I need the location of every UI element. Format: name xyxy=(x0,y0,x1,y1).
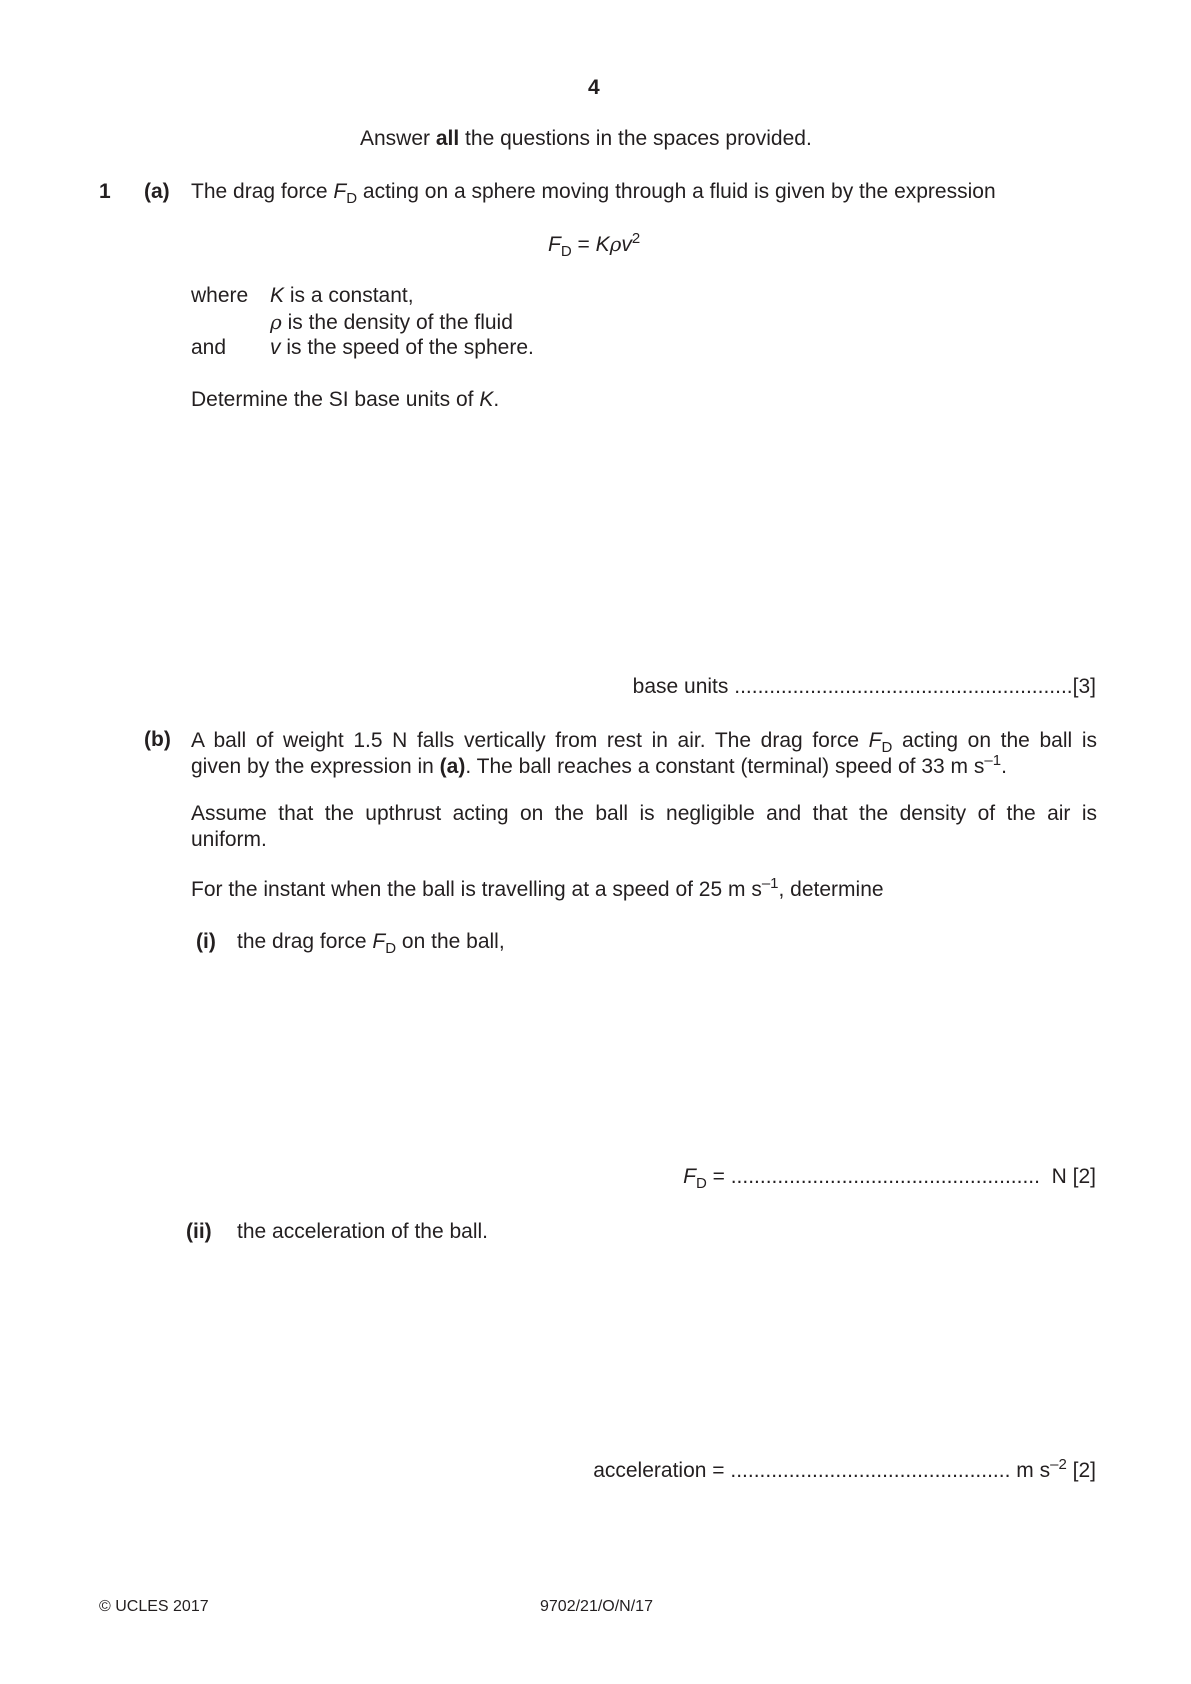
part-a-text xyxy=(191,180,996,207)
drag-force-answer-field[interactable]: ..................................................... xyxy=(730,1165,1040,1188)
part-b-F-symbol: F xyxy=(868,729,882,752)
part-b-ii-label: (ii) xyxy=(186,1220,212,1243)
base-units-label: base units xyxy=(632,675,735,698)
part-b-line-2-ref: (a) xyxy=(439,755,466,778)
instruction-bold: all xyxy=(435,127,460,150)
part-b-i-label: (i) xyxy=(196,930,216,953)
definition-v-symbol: v xyxy=(270,336,281,359)
base-units-answer-field[interactable]: .......................................................... xyxy=(734,675,1073,698)
definition-K-symbol: K xyxy=(270,284,285,307)
part-b-i-D-subscript: D xyxy=(385,940,397,957)
part-b-i-F-symbol: F xyxy=(372,930,386,953)
part-b-text xyxy=(191,728,1097,780)
equation-rho: ρ xyxy=(609,232,622,256)
footer-copyright: © UCLES 2017 xyxy=(99,1598,209,1615)
drag-force-unit: N xyxy=(1051,1165,1067,1188)
part-b-line-1 xyxy=(191,728,1097,754)
part-b-i-text-pre: the drag force xyxy=(237,930,373,953)
equation-K: K xyxy=(595,233,610,256)
part-a-D-subscript: D xyxy=(346,190,358,207)
part-b-line-1-post: acting on the ball is xyxy=(892,729,1097,752)
part-b-ii-text: the acceleration of the ball. xyxy=(237,1220,488,1243)
instruction-post: the questions in the spaces provided. xyxy=(459,127,812,150)
question-number: 1 xyxy=(99,180,111,203)
definition-v-text: is the speed of the sphere. xyxy=(280,336,534,359)
part-b-i-answer-line xyxy=(683,1165,1096,1192)
assume-text xyxy=(191,801,1097,853)
definition-K xyxy=(270,284,414,308)
drag-force-answer-equals: = xyxy=(706,1165,731,1188)
equation-v: v xyxy=(621,233,632,256)
part-b-i-marks: [2] xyxy=(1072,1165,1096,1188)
part-a-task xyxy=(191,388,499,412)
equation-D-subscript: D xyxy=(560,243,572,260)
acceleration-label: acceleration = xyxy=(593,1459,731,1482)
part-b-ii-marks: [2] xyxy=(1072,1459,1096,1482)
part-b-i-text xyxy=(237,930,505,957)
instant-text xyxy=(191,875,884,902)
equation-equals: = xyxy=(571,233,596,256)
part-a-text-pre: The drag force xyxy=(191,180,334,203)
part-b-ii-answer-line xyxy=(593,1456,1096,1483)
definition-rho-symbol: ρ xyxy=(270,310,282,334)
instant-text-pre: For the instant when the ball is travelling at a speed of 25 m s xyxy=(191,878,762,901)
instruction xyxy=(360,127,812,151)
and-label: and xyxy=(191,336,227,359)
part-b-line-2-exponent: –1 xyxy=(984,752,1002,769)
part-a-answer-line xyxy=(633,675,1096,699)
drag-force-answer-D: D xyxy=(695,1175,707,1192)
part-a-F-symbol: F xyxy=(333,180,347,203)
part-b-line-2-pre: given by the expression in xyxy=(191,755,440,778)
part-a-task-post: . xyxy=(493,388,500,411)
instant-text-post: , determine xyxy=(778,878,884,901)
acceleration-unit: m s xyxy=(1016,1459,1051,1482)
equation-F: F xyxy=(548,233,561,256)
drag-force-answer-F: F xyxy=(683,1165,696,1188)
footer-code: 9702/21/O/N/17 xyxy=(540,1598,653,1615)
assume-line-2: uniform. xyxy=(191,828,267,851)
instruction-pre: Answer xyxy=(360,127,436,150)
page-number: 4 xyxy=(588,76,600,99)
part-b-line-2 xyxy=(191,754,1097,780)
acceleration-answer-field[interactable]: ................................................ xyxy=(730,1459,1011,1482)
definition-v xyxy=(270,336,534,360)
part-b-line-1-pre: A ball of weight 1.5 N falls vertically from rest in air. The drag force xyxy=(191,729,869,752)
part-a-label: (a) xyxy=(144,180,170,203)
part-a-task-symbol: K xyxy=(479,388,494,411)
part-b-label: (b) xyxy=(144,728,171,751)
part-a-marks: [3] xyxy=(1072,675,1096,698)
definition-K-text: is a constant, xyxy=(284,284,414,307)
where-label: where xyxy=(191,284,249,307)
definition-rho xyxy=(270,310,513,335)
part-b-D-subscript: D xyxy=(881,739,893,756)
drag-equation xyxy=(548,230,641,260)
acceleration-unit-exponent: –2 xyxy=(1050,1456,1067,1473)
part-b-line-2-end: . xyxy=(1001,755,1007,778)
equation-exponent: 2 xyxy=(631,230,641,247)
part-b-line-2-post: . The ball reaches a constant (terminal) speed of 33 m s xyxy=(465,755,985,778)
definition-rho-text: is the density of the fluid xyxy=(281,311,513,334)
instant-exponent: –1 xyxy=(761,875,779,892)
part-a-text-post: acting on a sphere moving through a fluid is given by the expression xyxy=(357,180,996,203)
part-a-task-pre: Determine the SI base units of xyxy=(191,388,480,411)
part-b-i-text-post: on the ball, xyxy=(396,930,505,953)
assume-line-1: Assume that the upthrust acting on the ball is negligible and that the density of the air is xyxy=(191,802,1097,825)
